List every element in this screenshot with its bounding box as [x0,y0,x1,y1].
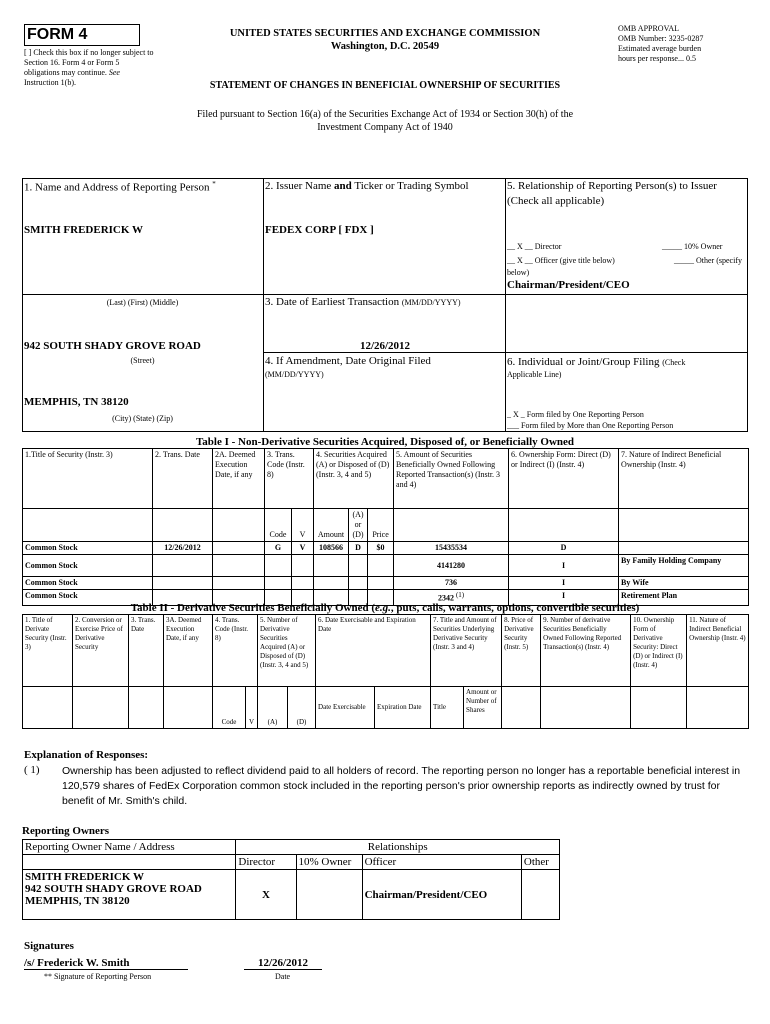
t1-row0-deemed [213,542,265,555]
t1-row1-v [292,555,314,577]
ro-owner-city: MEMPHIS, TN 38120 [25,895,130,907]
omb-box [618,24,758,64]
table2-title-pre: Table II - Derivative Securities Beneficially Owned ( [130,602,376,614]
t1-h5: 5. Amount of Securities Beneficially Owned Following Reported Transaction(s) (Instr. 3 and 4) [394,449,509,509]
t1-row2-title: Common Stock [23,577,153,590]
t1-row2-deemed [213,577,265,590]
t1-row0-nature [619,542,749,555]
t1-row3-owned-footnote: (1) [455,591,465,599]
t1-row3-nature: Retirement Plan [619,590,749,606]
box5-sub: (Check all applicable) [507,195,605,207]
box6-label [507,356,685,368]
t2-sub-expiration: Expiration Date [375,687,431,729]
filing-more: ___ Form filed by More than One Reporting Person [507,421,674,430]
signatures-heading: Signatures [24,940,74,952]
signature-date: 12/26/2012 [244,957,322,970]
footnote-1-number: ( 1) [24,764,40,776]
t1-row1-deemed [213,555,265,577]
t1-row3-title: Common Stock [23,590,153,606]
table1-title: Table I - Non-Derivative Securities Acquired, Disposed of, or Beneficially Owned [195,436,575,448]
t1-row2-nature: By Wife [619,577,749,590]
box3-label [265,296,461,308]
name-parts-label: (Last) (First) (Middle) [106,298,179,307]
t1-row1-code [265,555,292,577]
t2-h2: 2. Conversion or Exercise Price of Derivative Security [73,615,129,687]
t2-sub-a: (A) [258,687,288,729]
box2-label-post: Ticker or Trading Symbol [354,180,469,192]
box4-label: 4. If Amendment, Date Original Filed [265,355,431,367]
t1-h4: 4. Securities Acquired (A) or Disposed of (D) (Instr. 3, 4 and 5) [314,449,394,509]
t1-row1-amount [314,555,349,577]
t2-sub-amount: Amount or Number of Shares [464,687,502,729]
t1-row1-nature: By Family Holding Company [619,555,749,577]
t2-h11: 11. Nature of Indirect Beneficial Ownership (Instr. 4) [687,615,749,687]
filed-pursuant-1: Filed pursuant to Section 16(a) of the Securities Exchange Act of 1934 or Section 30(h) of the [196,109,574,120]
t1-sub-aord: (A) or (D) [349,509,368,542]
t2-sub-title: Title [431,687,464,729]
filing-one: _ X _ Form filed by One Reporting Person [507,410,644,419]
box-grid [22,178,748,432]
table2-title-eg: e.g. [375,602,391,614]
box4-format: (MM/DD/YYYY) [265,370,324,379]
ro-director-mark: X [236,870,296,920]
t1-row0-amount: 108566 [314,542,349,555]
t1-sub-amount: Amount [314,509,349,542]
statement-title: STATEMENT OF CHANGES IN BENEFICIAL OWNERSHIP OF SECURITIES [209,80,561,91]
check-box-see: See [108,68,120,77]
reporter-city: MEMPHIS, TN 38120 [24,396,129,408]
t1-row0-code: G [265,542,292,555]
rel-other: _____ Other (specify [674,256,742,265]
t2-sub-code: Code [213,687,246,729]
ro-col-officer: Officer [362,855,521,870]
rel-officer: __ X __ Officer (give title below) [507,256,615,265]
t2-h1: 1. Title of Derivate Security (Instr. 3) [23,615,73,687]
ro-col-relationships: Relationships [236,840,560,855]
t2-h6: 6. Date Exercisable and Expiration Date [316,615,431,687]
table2 [22,614,749,729]
issuer-name: FEDEX CORP [ FDX ] [265,224,374,236]
table1 [22,448,749,606]
omb-approval: OMB APPROVAL [618,24,679,33]
box1-label [24,180,216,194]
box3-label-text: 3. Date of Earliest Transaction [265,296,400,308]
street-label: (Street) [130,356,155,365]
t1-row1-form: I [509,555,619,577]
reporter-name: SMITH FREDERICK W [24,224,143,236]
t2-h3: 3. Trans. Date [129,615,164,687]
t1-row1-title: Common Stock [23,555,153,577]
omb-number: OMB Number: 3235-0287 [618,34,704,43]
reporter-street: 942 SOUTH SHADY GROVE ROAD [24,340,201,352]
t1-row0-owned: 15435534 [394,542,509,555]
check-box-note [24,48,154,88]
ro-col-other: Other [521,855,559,870]
t2-h8: 8. Price of Derivative Security (Instr. 5) [502,615,541,687]
ro-owner-cell [23,870,236,920]
box5-label: 5. Relationship of Reporting Person(s) to Issuer [507,180,717,192]
t1-row1-date [153,555,213,577]
t2-sub-v: V [246,687,258,729]
t1-row0-form: D [509,542,619,555]
t2-sub-date-exercisable: Date Exercisable [316,687,375,729]
box6-check: (Check [662,358,686,367]
ro-owner-street: 942 SOUTH SHADY GROVE ROAD [25,883,202,895]
t1-row0-ad: D [349,542,368,555]
check-box-instr: Instruction 1(b). [24,78,76,87]
t1-row2-form: I [509,577,619,590]
check-box-text: [ ] Check this box if no longer subject to Section 16. Form 4 or Form 5 obligations may continue. [24,48,154,77]
t2-h5: 5. Number of Derivative Securities Acquired (A) or Disposed of (D) (Instr. 3, 4 and 5) [258,615,316,687]
reporting-owners-heading: Reporting Owners [22,825,110,837]
box1-footnote-star: * [212,180,216,188]
box2-label-and: and [334,180,352,192]
box2-label-pre: 2. Issuer Name [265,180,332,192]
signer-name: /s/ Frederick W. Smith [24,957,188,970]
t1-h3: 3. Trans. Code (Instr. 8) [265,449,314,509]
t1-row2-owned: 736 [394,577,509,590]
table2-title-post: , puts, calls, warrants, options, convertible securities) [390,602,640,614]
ro-other-mark [521,870,559,920]
reporting-owners-table [22,839,560,920]
t1-h7: 7. Nature of Indirect Beneficial Ownership (Instr. 4) [619,449,749,509]
t1-row0-price: $0 [368,542,394,555]
t2-h4: 4. Trans. Code (Instr. 8) [213,615,258,687]
omb-hours: hours per response... 0.5 [618,54,696,63]
t1-sub-v: V [292,509,314,542]
signature-label: ** Signature of Reporting Person [44,972,152,981]
t1-row1-owned: 4141280 [394,555,509,577]
t2-sub-d: (D) [288,687,316,729]
t1-row0-v: V [292,542,314,555]
ro-10pct-mark [296,870,362,920]
t2-h3a: 3A. Deemed Execution Date, if any [164,615,213,687]
t1-row2-v [292,577,314,590]
t1-row0-title: Common Stock [23,542,153,555]
t1-row2-date [153,577,213,590]
box6-sub: Applicable Line) [507,370,562,379]
ro-col-10pct: 10% Owner [296,855,362,870]
t1-h1: 1.Title of Security (Instr. 3) [23,449,153,509]
t1-row3-form: I [509,590,619,606]
t1-h2: 2. Trans. Date [153,449,213,509]
box1-label-text: 1. Name and Address of Reporting Person [24,181,210,194]
earliest-transaction-date: 12/26/2012 [359,340,411,352]
omb-burden: Estimated average burden [618,44,702,53]
rel-10pct-owner: _____ 10% Owner [662,242,723,251]
t1-row1-ad [349,555,368,577]
commission-title: UNITED STATES SECURITIES AND EXCHANGE COMMISSION [229,28,541,39]
t1-row2-ad [349,577,368,590]
t1-row2-price [368,577,394,590]
city-label: (City) (State) (Zip) [112,414,173,423]
form-label: FORM 4 [24,24,140,46]
ro-owner-name: SMITH FREDERICK W [25,871,144,883]
explanation-heading: Explanation of Responses: [24,749,149,761]
t1-row3-owned: 2342 [437,593,454,603]
table2-title [22,602,748,614]
t1-row2-amount [314,577,349,590]
ro-col-director: Director [236,855,296,870]
t1-sub-code: Code [265,509,292,542]
box3-format: (MM/DD/YYYY) [401,298,461,307]
box6-label-text: 6. Individual or Joint/Group Filing [507,356,660,368]
t1-h6: 6. Ownership Form: Direct (D) or Indirect (I) (Instr. 4) [509,449,619,509]
t1-row0-date: 12/26/2012 [153,542,213,555]
t2-h10: 10. Ownership Form of Derivative Security: Direct (D) or Indirect (I) (Instr. 4) [631,615,687,687]
officer-title: Chairman/President/CEO [507,279,630,291]
t2-h9: 9. Number of derivative Securities Beneficially Owned Following Reported Transaction(s) (Instr. 4) [541,615,631,687]
signature-date-label: Date [275,972,291,981]
box2-label [265,180,469,192]
filed-pursuant-2: Investment Company Act of 1940 [317,122,453,133]
commission-location: Washington, D.C. 20549 [330,41,440,52]
t1-row1-price [368,555,394,577]
t2-h7: 7. Title and Amount of Securities Underlying Derivative Security (Instr. 3 and 4) [431,615,502,687]
t1-row2-code [265,577,292,590]
t1-sub-price: Price [368,509,394,542]
rel-below: below) [507,268,530,277]
footnote-1-text: Ownership has been adjusted to reflect dividend paid to all holders of record. The reporting person no longer has a reportable beneficial interest in 120,579 shares of FedEx Corporation common stock included in the reporting person's prior ownership reports as indirectly owned by trust for benefit of Mr. Smith's child. [62,765,741,807]
ro-col-name: Reporting Owner Name / Address [23,840,236,855]
ro-officer-title: Chairman/President/CEO [362,870,521,920]
t1-h2a: 2A. Deemed Execution Date, if any [213,449,265,509]
rel-director: __ X __ Director [507,242,562,251]
